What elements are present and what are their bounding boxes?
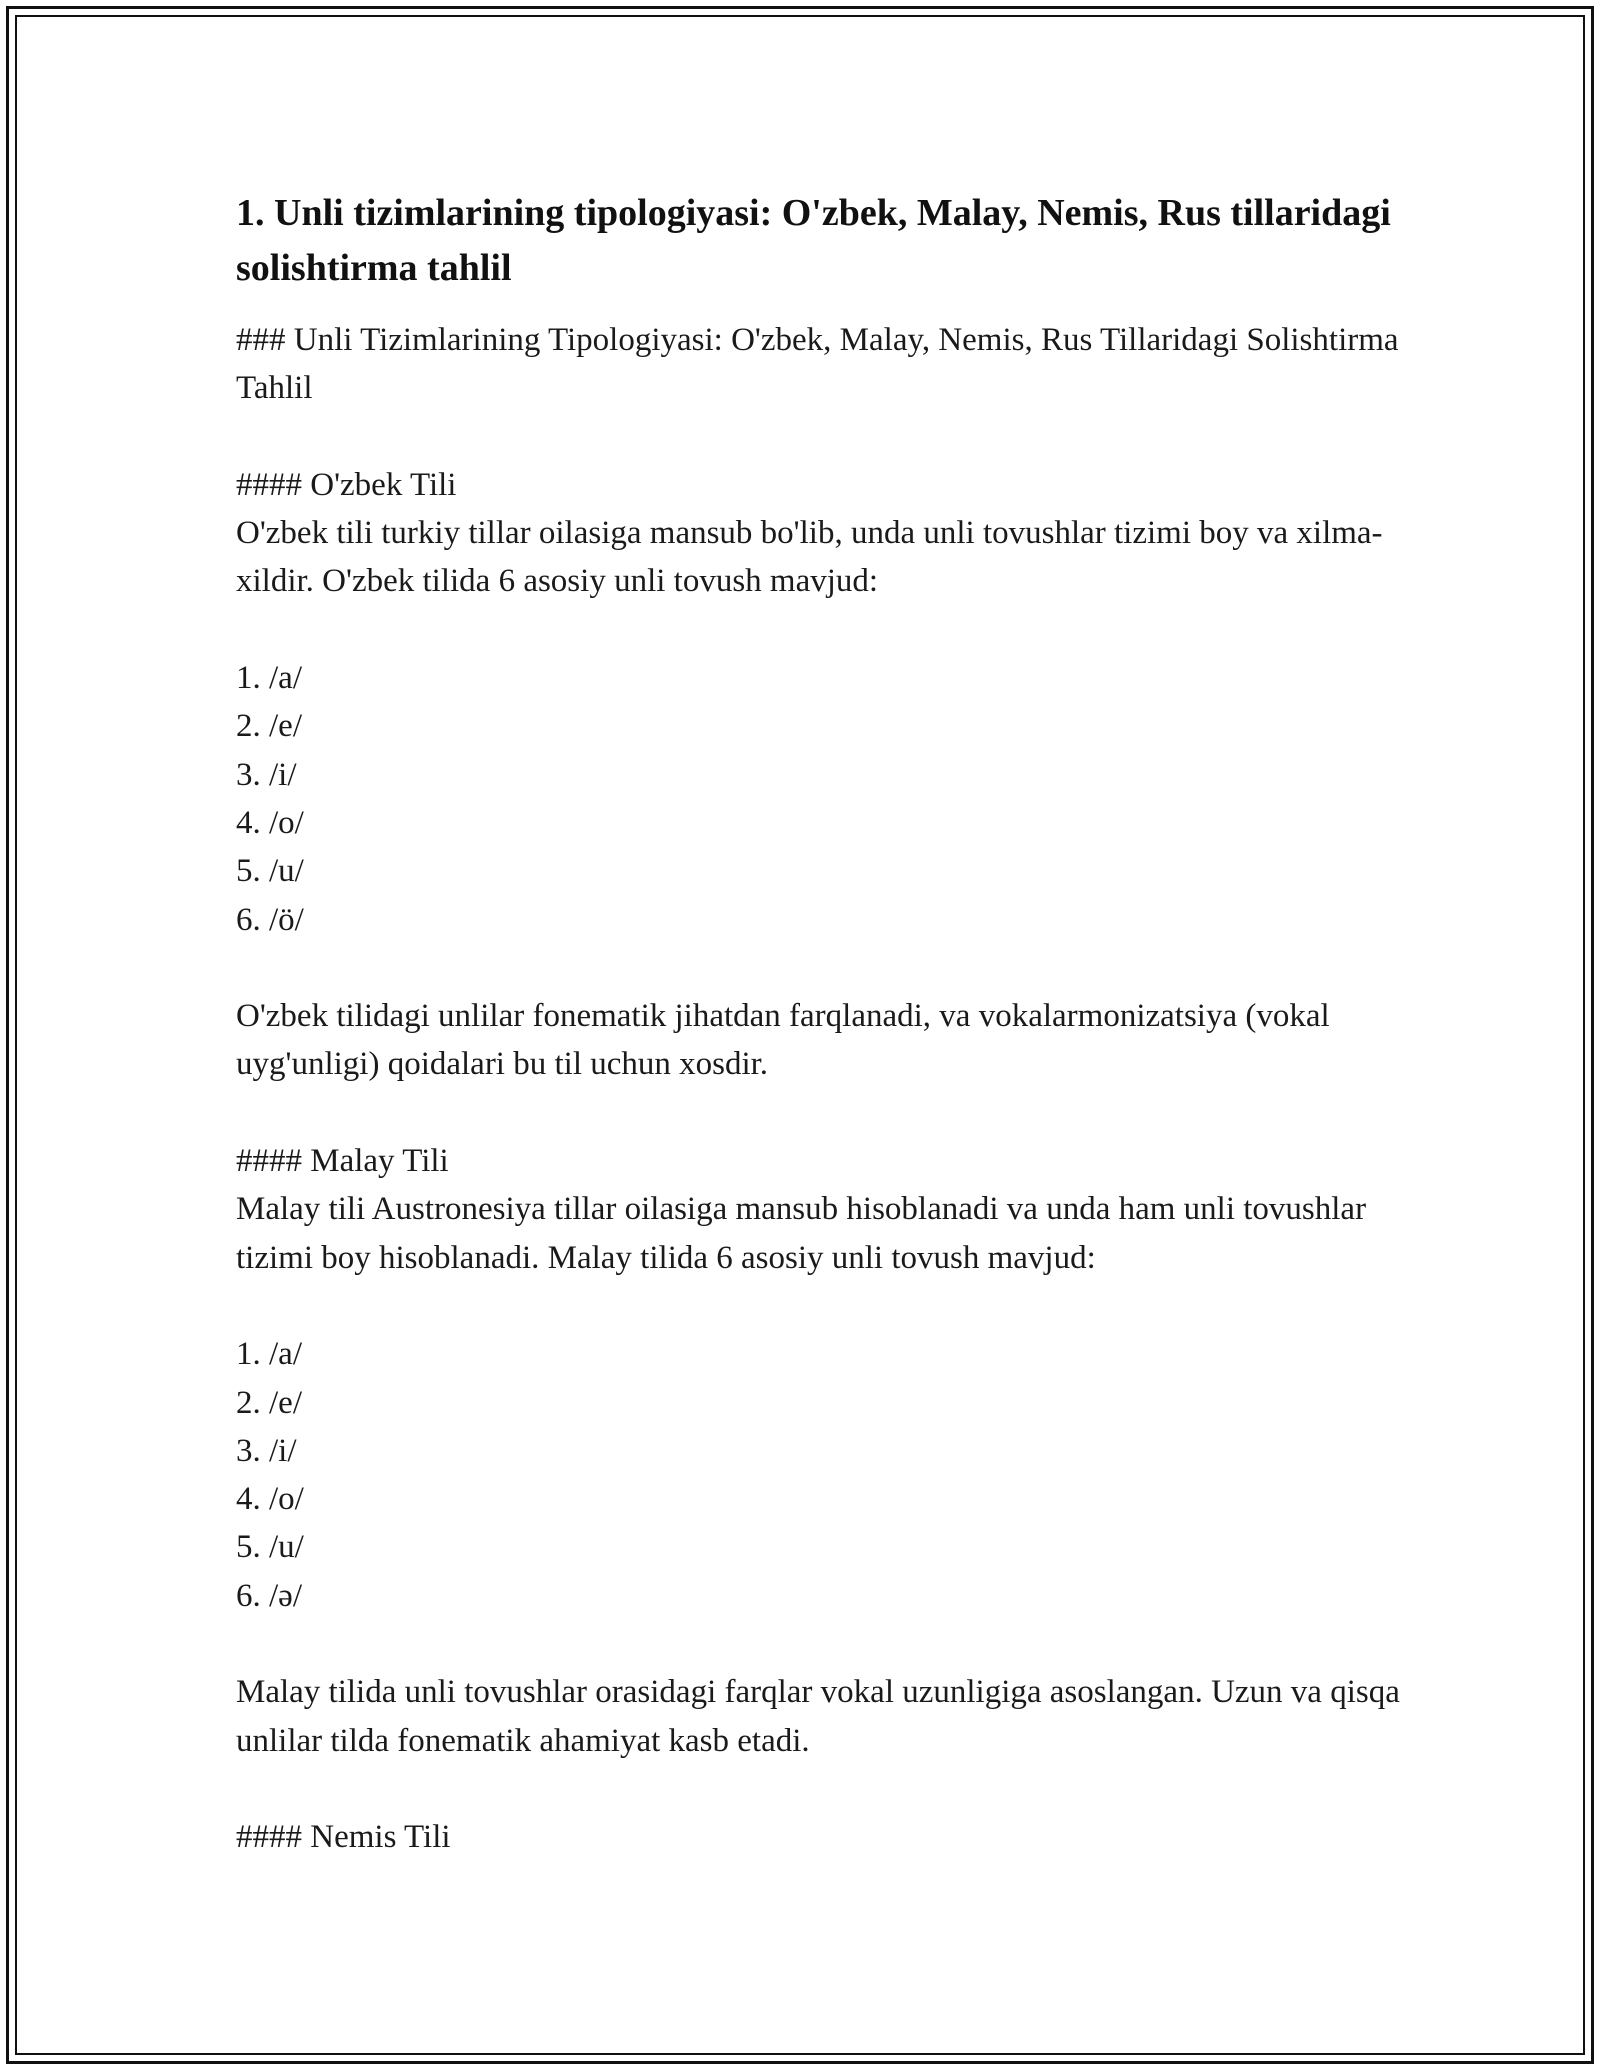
list-item: 3. /i/ [236, 756, 297, 793]
list-item: 1. /a/ [236, 1336, 302, 1373]
list-item: 4. /o/ [236, 1481, 304, 1518]
section-heading-german: #### Nemis Tili [236, 1819, 451, 1856]
document-subtitle: ### Unli Tizimlarining Tipologiyasi: O'zbek, Malay, Nemis, Rus Tillaridagi Solishtirma Tahlil [236, 322, 1407, 407]
list-item: 5. /u/ [236, 1529, 304, 1566]
spacer [236, 413, 1406, 461]
section-malay [236, 1137, 1409, 1813]
spacer [236, 1620, 1406, 1668]
spacer [236, 944, 1406, 992]
list-item: 2. /e/ [236, 708, 302, 745]
document-body [236, 186, 1409, 1862]
list-item: 2. /e/ [236, 1384, 302, 1421]
list-item: 1. /a/ [236, 660, 302, 697]
list-item: 4. /o/ [236, 804, 304, 841]
list-item: 6. /ə/ [236, 1577, 302, 1614]
document-title: 1. Unli tizimlarining tipologiyasi: O'zbek, Malay, Nemis, Rus tillaridagi solishtirma tahlil [236, 192, 1391, 289]
spacer [236, 1089, 1406, 1137]
paragraph-malay-conclusion: Malay tilida unli tovushlar orasidagi farqlar vokal uzunligiga asoslangan. Uzun va qisqa unlilar tilda fonematik ahamiyat kasb etadi. [236, 1674, 1409, 1759]
vowel-list-malay [236, 1330, 1406, 1620]
list-item: 3. /i/ [236, 1432, 297, 1469]
paragraph-uzbek-intro: O'zbek tili turkiy tillar oilasiga mansub bo'lib, unda unli tovushlar tizimi boy va xilma-xildir. O'zbek tilida 6 asosiy unli tovush mavjud: [236, 515, 1383, 600]
spacer [236, 1282, 1406, 1330]
paragraph-uzbek-conclusion: O'zbek tilidagi unlilar fonematik jihatdan farqlanadi, va vokalarmonizatsiya (vokal uyg'unligi) qoidalari bu til uchun xosdir. [236, 998, 1338, 1083]
list-item: 6. /ö/ [236, 901, 304, 938]
list-item: 5. /u/ [236, 853, 304, 890]
spacer [236, 606, 1406, 654]
section-german [236, 1813, 1406, 1861]
spacer [236, 1765, 1406, 1813]
section-heading-malay: #### Malay Tili [236, 1143, 449, 1180]
vowel-list-uzbek [236, 654, 1406, 944]
paragraph-malay-intro: Malay tili Austronesiya tillar oilasiga mansub hisoblanadi va unda ham unli tovushlar tizimi boy hisoblanadi. Malay tilida 6 asosiy unli tovush mavjud: [236, 1191, 1375, 1276]
section-heading-uzbek: #### O'zbek Tili [236, 466, 457, 503]
section-uzbek [236, 461, 1406, 1137]
